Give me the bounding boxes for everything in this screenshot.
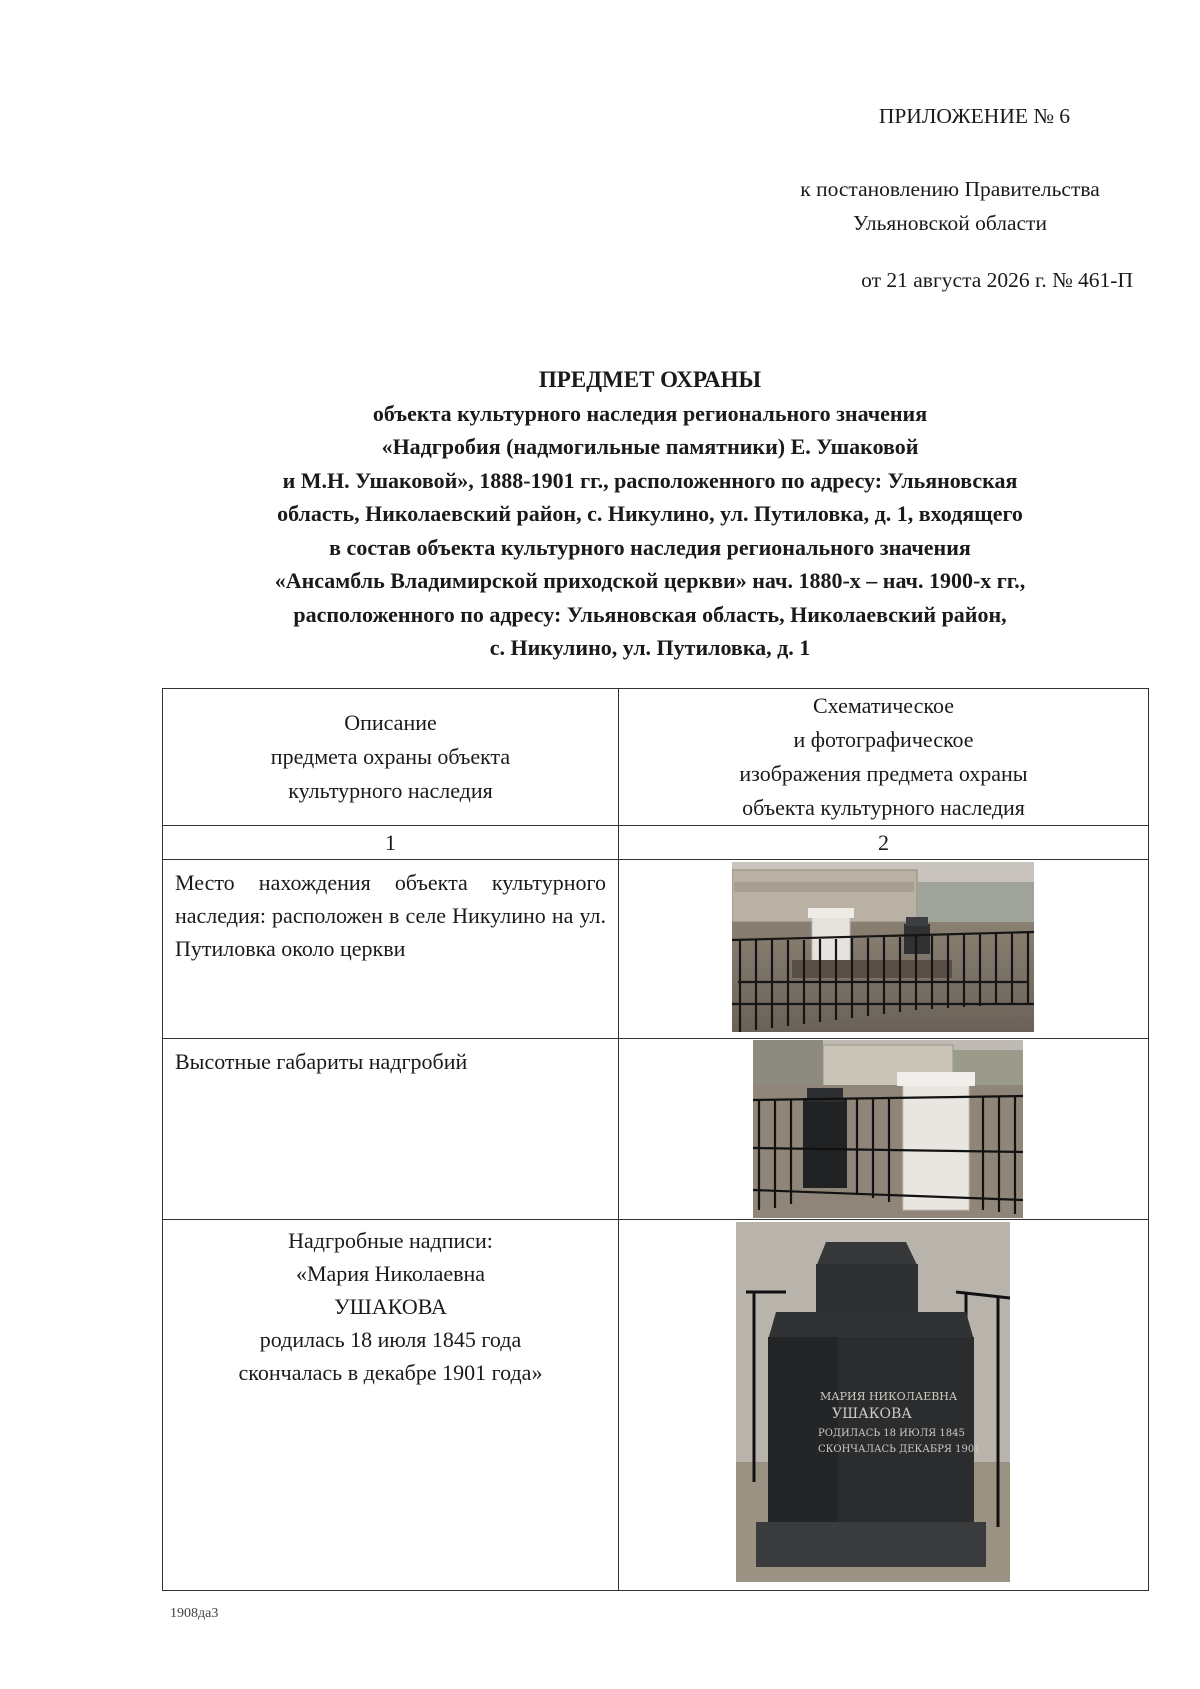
decree-date-number: от 21 августа 2026 г. № 461-П: [861, 268, 1133, 292]
title-line: «Ансамбль Владимирской приходской церкви» нач. 1880-х – нач. 1900-х гг.,: [274, 568, 1026, 593]
table-row: [163, 1039, 1149, 1220]
header-line: изображения предмета охраны: [739, 761, 1028, 786]
svg-text:РОДИЛАСЬ 18 ИЮЛЯ 1845: РОДИЛАСЬ 18 ИЮЛЯ 1845: [818, 1428, 965, 1439]
photo-location: [732, 862, 1034, 1032]
title-line: область, Николаевский район, с. Никулино, ул. Путиловка, д. 1, входящего: [277, 501, 1023, 526]
protection-subject-table: [162, 688, 1149, 1591]
inscription-line: УШАКОВА: [334, 1294, 447, 1319]
title-line: «Надгробия (надмогильные памятники) Е. Ушаковой: [381, 434, 919, 459]
col1-header: [163, 689, 619, 826]
inscription-description: [163, 1220, 619, 1591]
document-title: [150, 363, 1150, 665]
appendix-label: ПРИЛОЖЕНИЕ № 6: [878, 104, 1070, 128]
inscription-line: скончалась в декабре 1901 года»: [238, 1360, 543, 1385]
header-line: и фотографическое: [793, 727, 974, 752]
photo-heights: [753, 1040, 1023, 1218]
decree-line-1: к постановлению Правительства: [800, 177, 1100, 201]
header-line: культурного наследия: [288, 778, 493, 803]
height-description: Высотные габариты надгробий: [163, 1039, 619, 1220]
header-line: предмета охраны объекта: [270, 744, 511, 769]
title-line: объекта культурного наследия регионального значения: [372, 400, 928, 426]
col2-header: [619, 689, 1149, 826]
header-line: Схематическое: [813, 693, 954, 718]
svg-text:МАРИЯ НИКОЛАЕВНА: МАРИЯ НИКОЛАЕВНА: [820, 1390, 958, 1403]
title-line: в состав объекта культурного наследия регионального значения: [329, 534, 971, 560]
document-code: 1908да3: [170, 1606, 219, 1621]
title-main: ПРЕДМЕТ ОХРАНЫ: [538, 367, 762, 392]
table-row: [163, 1220, 1149, 1591]
photo-cell: [619, 1039, 1149, 1220]
table-header-row: [163, 689, 1149, 826]
title-line: с. Никулино, ул. Путиловка, д. 1: [489, 635, 811, 660]
col2-number: 2: [619, 826, 1149, 860]
photo-cell: [619, 1220, 1149, 1591]
inscription-line: родилась 18 июля 1845 года: [259, 1327, 522, 1352]
inscription-line: «Мария Николаевна: [295, 1261, 486, 1286]
col1-number: 1: [163, 826, 619, 860]
decree-reference: [740, 172, 1160, 240]
table-row: [163, 860, 1149, 1039]
decree-line-2: Ульяновской области: [853, 211, 1047, 235]
svg-text:УШАКОВА: УШАКОВА: [832, 1406, 912, 1422]
location-description: Место нахождения объекта культурного наследия: расположен в селе Никулино на ул. Путиловка около церкви: [163, 860, 619, 1039]
header-line: Описание: [344, 710, 437, 735]
inscription-line: Надгробные надписи:: [288, 1228, 493, 1253]
svg-text:СКОНЧАЛАСЬ ДЕКАБРЯ 1901: СКОНЧАЛАСЬ ДЕКАБРЯ 1901: [818, 1444, 981, 1455]
photo-inscription: [736, 1222, 1010, 1582]
title-line: расположенного по адресу: Ульяновская область, Николаевский район,: [293, 601, 1007, 627]
photo-cell: [619, 860, 1149, 1039]
table-number-row: [163, 826, 1149, 860]
header-line: объекта культурного наследия: [742, 795, 1025, 820]
title-line: и М.Н. Ушаковой», 1888-1901 гг., расположенного по адресу: Ульяновская: [282, 467, 1018, 493]
